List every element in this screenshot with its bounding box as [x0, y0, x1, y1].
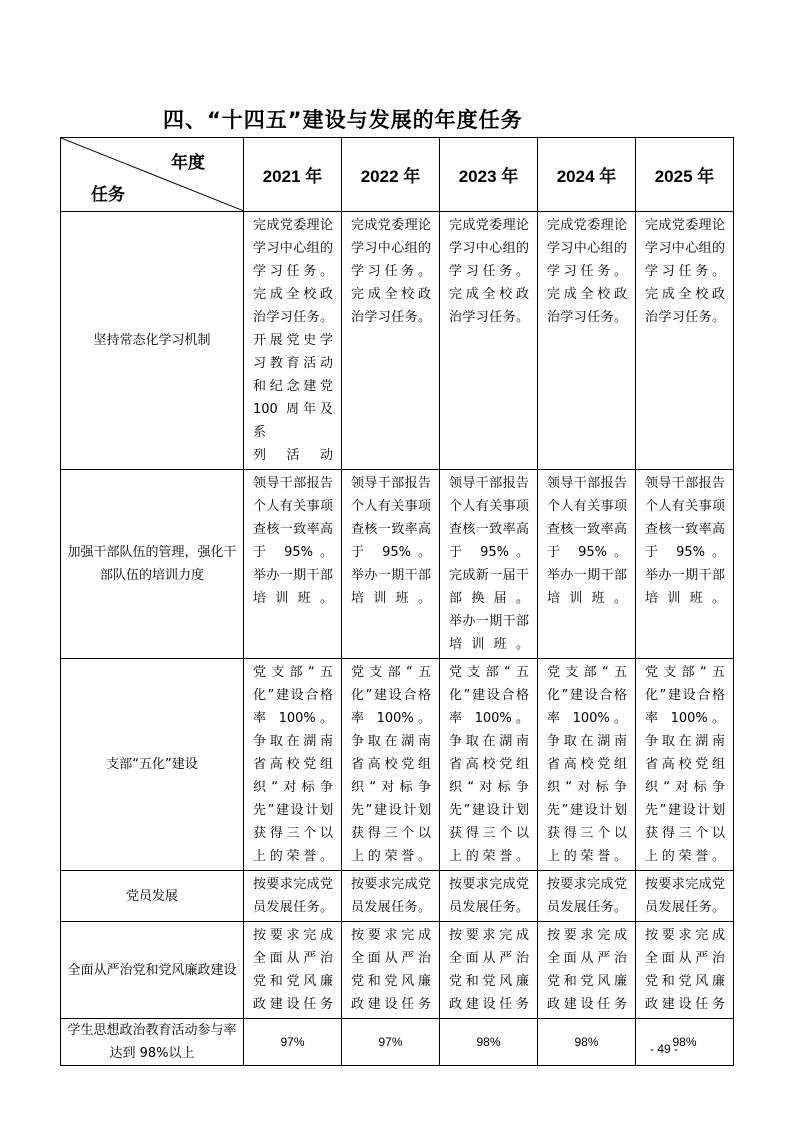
cell-line: 领导干部报告 [645, 476, 725, 491]
cell-line: 全面从严治 [547, 951, 627, 966]
cell-line: 政建设任务 [547, 997, 627, 1012]
cell-line: 化”建设合格 [645, 688, 725, 703]
corner-header-cell [61, 138, 244, 212]
cell-line: 按要求完成党 [547, 877, 627, 892]
year-header-2022: 2022 年 [342, 138, 440, 212]
cell-line: 省高校党组 [547, 757, 627, 772]
cell-line: 员发展任务。 [547, 900, 627, 915]
task-target-cell [538, 871, 636, 922]
participation-rate-cell [342, 1019, 440, 1066]
cell-line: 织“对标争 [547, 780, 627, 795]
cell-line: 98% [672, 1035, 697, 1049]
cell-line: 学习中心组的 [645, 241, 725, 256]
task-target-cell [342, 659, 440, 871]
cell-line: 获得三个以 [645, 826, 725, 841]
task-target-cell [342, 212, 440, 470]
cell-line: 学习任务。 [253, 264, 333, 279]
cell-line: 个人有关事项 [351, 499, 431, 514]
section-heading: 四、“十四五”建设与发展的年度任务 [163, 108, 523, 132]
cell-line: 按要求完成 [253, 928, 333, 943]
task-name-cell: 全面从严治党和党风廉政建设 [61, 922, 244, 1019]
cell-line: 治学习任务。 [351, 310, 431, 325]
cell-line: 党和党风廉 [351, 974, 431, 989]
cell-line: 100 周年及系 [253, 402, 333, 440]
cell-line: 按要求完成党 [645, 877, 725, 892]
cell-line: 化”建设合格 [253, 688, 333, 703]
task-target-cell [636, 871, 734, 922]
table-row [61, 659, 734, 871]
cell-line: 举办一期干部 [449, 614, 529, 629]
task-target-cell [342, 470, 440, 659]
cell-line: 部换届。 [449, 591, 529, 606]
task-target-cell [244, 871, 342, 922]
cell-line: 培训班。 [253, 591, 333, 606]
cell-line: 完成党委理论 [351, 218, 431, 233]
cell-line: 于 95%。 [351, 545, 431, 560]
cell-line: 于 95%。 [449, 545, 529, 560]
cell-line: 培训班。 [645, 591, 725, 606]
task-target-cell [440, 871, 538, 922]
task-name-cell: 学生思想政治教育活动参与率达到 98%以上 [61, 1019, 244, 1066]
cell-line: 完成新一届干 [449, 568, 529, 583]
task-target-cell [636, 470, 734, 659]
cell-line: 政建设任务 [253, 997, 333, 1012]
cell-line: 先”建设计划 [351, 803, 431, 818]
cell-line: 率 100%。 [253, 711, 333, 726]
cell-line: 于 95%。 [253, 545, 333, 560]
cell-line: 争取在湖南 [449, 734, 529, 749]
participation-rate-cell [244, 1019, 342, 1066]
task-target-cell [440, 659, 538, 871]
cell-line: 员发展任务。 [645, 900, 725, 915]
cell-line: 完成全校政 [645, 287, 725, 302]
year-header-2021: 2021 年 [244, 138, 342, 212]
cell-line: 织“对标争 [351, 780, 431, 795]
cell-line: 查核一致率高 [449, 522, 529, 537]
cell-line: 按要求完成 [449, 928, 529, 943]
cell-line: 党和党风廉 [645, 974, 725, 989]
cell-line: 党和党风廉 [449, 974, 529, 989]
task-target-cell [538, 212, 636, 470]
cell-line: 政建设任务 [351, 997, 431, 1012]
diagonal-divider [61, 138, 244, 211]
cell-line: 党和党风廉 [253, 974, 333, 989]
task-target-cell [342, 871, 440, 922]
cell-line: 查核一致率高 [253, 522, 333, 537]
cell-line: 举办一期干部 [351, 568, 431, 583]
cell-line: 治学习任务。 [449, 310, 529, 325]
cell-line: 治学习任务。 [547, 310, 627, 325]
cell-line: 个人有关事项 [449, 499, 529, 514]
cell-line: 个人有关事项 [645, 499, 725, 514]
table-row [61, 1019, 734, 1066]
cell-line: 率 100%。 [547, 711, 627, 726]
cell-line: 98% [574, 1035, 599, 1049]
cell-line: 先”建设计划 [645, 803, 725, 818]
task-name-cell: 支部“五化”建设 [61, 659, 244, 871]
cell-line: 获得三个以 [351, 826, 431, 841]
table-row [61, 871, 734, 922]
cell-line: 省高校党组 [253, 757, 333, 772]
cell-line: 党支部“五 [645, 665, 725, 680]
cell-line: 培训班。 [449, 637, 529, 652]
cell-line: 织“对标争 [449, 780, 529, 795]
cell-line: 领导干部报告 [449, 476, 529, 491]
task-name-cell: 坚持常态化学习机制 [61, 212, 244, 470]
cell-line: 完成全校政 [547, 287, 627, 302]
cell-line: 完成全校政 [253, 287, 333, 302]
task-target-cell [244, 212, 342, 470]
cell-line: 查核一致率高 [351, 522, 431, 537]
cell-line: 完成党委理论 [449, 218, 529, 233]
cell-line: 完成党委理论 [547, 218, 627, 233]
task-target-cell [538, 659, 636, 871]
cell-line: 率 100%。 [351, 711, 431, 726]
cell-line: 开展党史学 [253, 333, 333, 348]
cell-line: 98% [476, 1035, 501, 1049]
corner-task-label: 任务 [91, 185, 125, 205]
cell-line: 党支部“五 [547, 665, 627, 680]
cell-line: 率 100%。 [449, 711, 529, 726]
corner-year-label: 年度 [171, 153, 205, 173]
page-number: - 49 - [650, 1042, 679, 1056]
cell-line: 省高校党组 [449, 757, 529, 772]
cell-line: 全面从严治 [449, 951, 529, 966]
cell-line: 学习任务。 [547, 264, 627, 279]
cell-line: 政建设任务 [645, 997, 725, 1012]
cell-line: 97% [280, 1035, 305, 1049]
cell-line: 全面从严治 [253, 951, 333, 966]
cell-line: 化”建设合格 [547, 688, 627, 703]
task-target-cell [636, 659, 734, 871]
cell-line: 争取在湖南 [547, 734, 627, 749]
cell-line: 学习中心组的 [351, 241, 431, 256]
task-target-cell [440, 922, 538, 1019]
cell-line: 党支部“五 [351, 665, 431, 680]
cell-line: 查核一致率高 [645, 522, 725, 537]
cell-line: 举办一期干部 [547, 568, 627, 583]
cell-line: 举办一期干部 [253, 568, 333, 583]
cell-line: 和纪念建党 [253, 379, 333, 394]
cell-line: 省高校党组 [645, 757, 725, 772]
cell-line: 列活动 [253, 448, 333, 463]
cell-line: 培训班。 [547, 591, 627, 606]
task-target-cell [440, 470, 538, 659]
cell-line: 学习任务。 [449, 264, 529, 279]
cell-line: 获得三个以 [449, 826, 529, 841]
cell-line: 完成全校政 [449, 287, 529, 302]
cell-line: 治学习任务。 [645, 310, 725, 325]
cell-line: 查核一致率高 [547, 522, 627, 537]
task-target-cell [342, 922, 440, 1019]
cell-line: 举办一期干部 [645, 568, 725, 583]
participation-rate-cell [440, 1019, 538, 1066]
cell-line: 员发展任务。 [351, 900, 431, 915]
table-row [61, 922, 734, 1019]
cell-line: 于 95%。 [547, 545, 627, 560]
cell-line: 按要求完成党 [351, 877, 431, 892]
cell-line: 领导干部报告 [547, 476, 627, 491]
cell-line: 按要求完成 [547, 928, 627, 943]
cell-line: 上的荣誉。 [449, 849, 529, 864]
task-target-cell [244, 922, 342, 1019]
cell-line: 按要求完成 [351, 928, 431, 943]
cell-line: 全面从严治 [645, 951, 725, 966]
task-target-cell [244, 659, 342, 871]
year-header-2023: 2023 年 [440, 138, 538, 212]
cell-line: 领导干部报告 [253, 476, 333, 491]
table-row [61, 212, 734, 470]
cell-line: 织“对标争 [645, 780, 725, 795]
task-name-cell: 党员发展 [61, 871, 244, 922]
cell-line: 先”建设计划 [449, 803, 529, 818]
cell-line: 争取在湖南 [351, 734, 431, 749]
year-header-2024: 2024 年 [538, 138, 636, 212]
cell-line: 率 100%。 [645, 711, 725, 726]
cell-line: 党支部“五 [253, 665, 333, 680]
cell-line: 党和党风廉 [547, 974, 627, 989]
cell-line: 上的荣誉。 [351, 849, 431, 864]
cell-line: 上的荣誉。 [547, 849, 627, 864]
cell-line: 于 95%。 [645, 545, 725, 560]
cell-line: 学习中心组的 [547, 241, 627, 256]
cell-line: 化”建设合格 [449, 688, 529, 703]
task-target-cell [538, 922, 636, 1019]
cell-line: 按要求完成党 [253, 877, 333, 892]
cell-line: 先”建设计划 [253, 803, 333, 818]
cell-line: 完成党委理论 [253, 218, 333, 233]
cell-line: 培训班。 [351, 591, 431, 606]
cell-line: 化”建设合格 [351, 688, 431, 703]
cell-line: 上的荣誉。 [645, 849, 725, 864]
cell-line: 按要求完成党 [449, 877, 529, 892]
cell-line: 领导干部报告 [351, 476, 431, 491]
cell-line: 先”建设计划 [547, 803, 627, 818]
cell-line: 完成党委理论 [645, 218, 725, 233]
cell-line: 学习任务。 [351, 264, 431, 279]
annual-tasks-table [60, 137, 734, 1066]
task-target-cell [636, 922, 734, 1019]
cell-line: 治学习任务。 [253, 310, 333, 325]
cell-line: 上的荣誉。 [253, 849, 333, 864]
cell-line: 习教育活动 [253, 356, 333, 371]
task-name-cell: 加强干部队伍的管理，强化干部队伍的培训力度 [61, 470, 244, 659]
cell-line: 政建设任务 [449, 997, 529, 1012]
task-target-cell [440, 212, 538, 470]
cell-line: 织“对标争 [253, 780, 333, 795]
cell-line: 员发展任务。 [449, 900, 529, 915]
task-target-cell [636, 212, 734, 470]
cell-line: 争取在湖南 [253, 734, 333, 749]
cell-line: 个人有关事项 [253, 499, 333, 514]
cell-line: 按要求完成 [645, 928, 725, 943]
cell-line: 员发展任务。 [253, 900, 333, 915]
cell-line: 学习中心组的 [253, 241, 333, 256]
cell-line: 省高校党组 [351, 757, 431, 772]
cell-line: 全面从严治 [351, 951, 431, 966]
cell-line: 个人有关事项 [547, 499, 627, 514]
table-row [61, 470, 734, 659]
cell-line: 学习任务。 [645, 264, 725, 279]
table-header-row [61, 138, 734, 212]
cell-line: 党支部“五 [449, 665, 529, 680]
participation-rate-cell [538, 1019, 636, 1066]
cell-line: 完成全校政 [351, 287, 431, 302]
task-target-cell [244, 470, 342, 659]
cell-line: 争取在湖南 [645, 734, 725, 749]
cell-line: 97% [378, 1035, 403, 1049]
cell-line: 获得三个以 [547, 826, 627, 841]
task-target-cell [538, 470, 636, 659]
cell-line: 获得三个以 [253, 826, 333, 841]
year-header-2025: 2025 年 [636, 138, 734, 212]
cell-line: 学习中心组的 [449, 241, 529, 256]
